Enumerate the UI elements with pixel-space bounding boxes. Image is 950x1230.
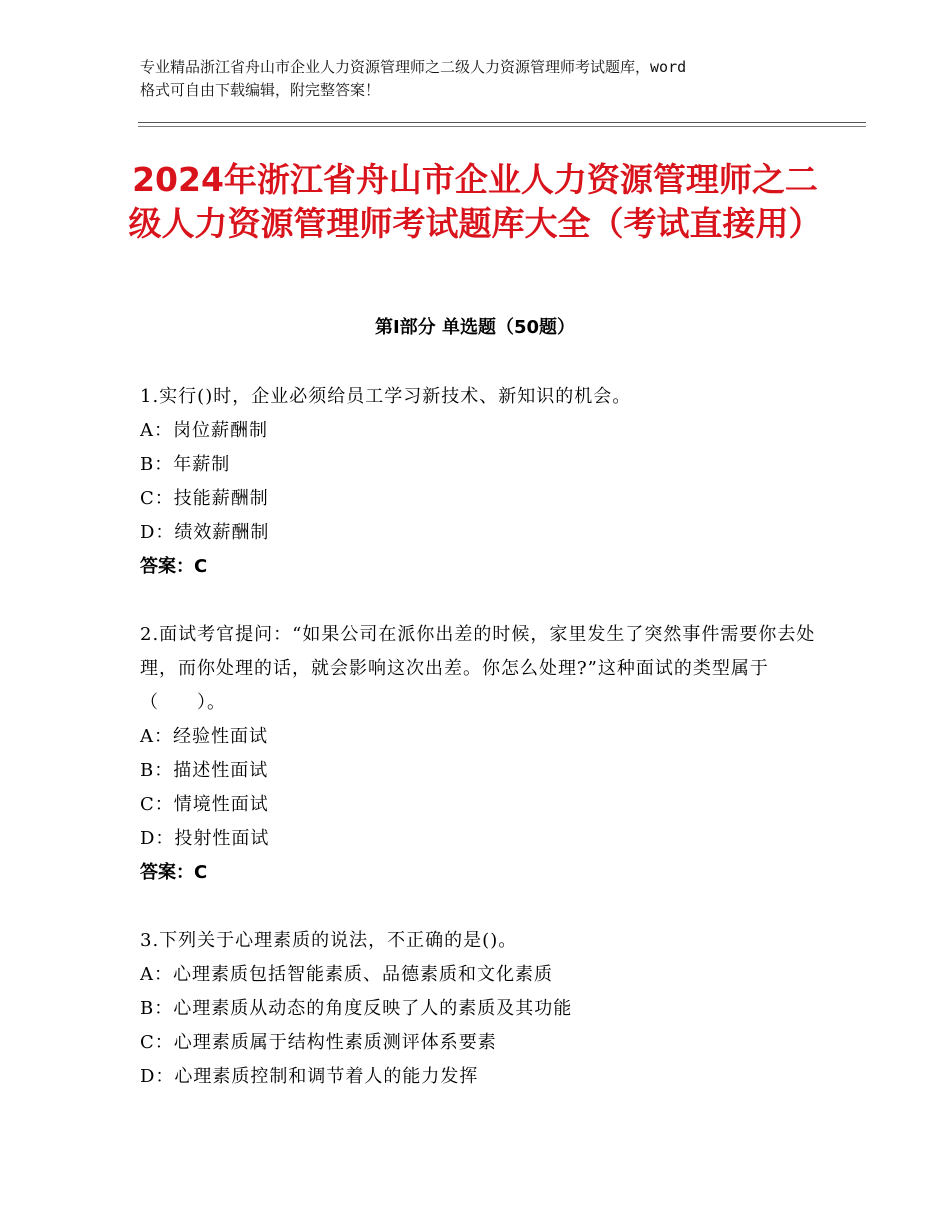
question-stem: 1.实行()时，企业必须给员工学习新技术、新知识的机会。 <box>140 386 632 407</box>
option-a: A：心理素质包括智能素质、品德素质和文化素质 <box>140 964 553 985</box>
header-note: 专业精品浙江省舟山市企业人力资源管理师之二级人力资源管理师考试题库，word 格式可自由下载编辑，附完整答案！ <box>140 58 687 99</box>
question-2 <box>140 618 820 890</box>
header-divider <box>138 122 866 123</box>
option-b: B：年薪制 <box>140 454 231 475</box>
question-stem: 3.下列关于心理素质的说法，不正确的是()。 <box>140 930 518 951</box>
answer-label: 答案：C <box>140 862 208 883</box>
option-a: A：岗位薪酬制 <box>140 420 268 441</box>
option-d: D：绩效薪酬制 <box>140 522 270 543</box>
question-stem: 2.面试考官提问：“如果公司在派你出差的时候，家里发生了突然事件需要你去处理，而你处理的话，就会影响这次出差。你怎么处理?”这种面试的类型属于（ ）。 <box>140 624 816 713</box>
document-title: 2024年浙江省舟山市企业人力资源管理师之二级人力资源管理师考试题库大全（考试直接用） <box>128 160 822 243</box>
section-title: 第Ⅰ部分 单选题（50题） <box>374 317 575 338</box>
option-c: C：心理素质属于结构性素质测评体系要素 <box>140 1032 497 1053</box>
question-3 <box>140 924 820 1094</box>
question-list <box>140 380 820 1128</box>
header-divider-thin <box>138 126 866 127</box>
option-c: C：技能薪酬制 <box>140 488 269 509</box>
answer-label: 答案：C <box>140 556 208 577</box>
option-b: B：描述性面试 <box>140 760 269 781</box>
option-d: D：心理素质控制和调节着人的能力发挥 <box>140 1066 479 1087</box>
option-b: B：心理素质从动态的角度反映了人的素质及其功能 <box>140 998 573 1019</box>
question-1 <box>140 380 820 584</box>
option-a: A：经验性面试 <box>140 726 268 747</box>
option-c: C：情境性面试 <box>140 794 269 815</box>
option-d: D：投射性面试 <box>140 828 270 849</box>
